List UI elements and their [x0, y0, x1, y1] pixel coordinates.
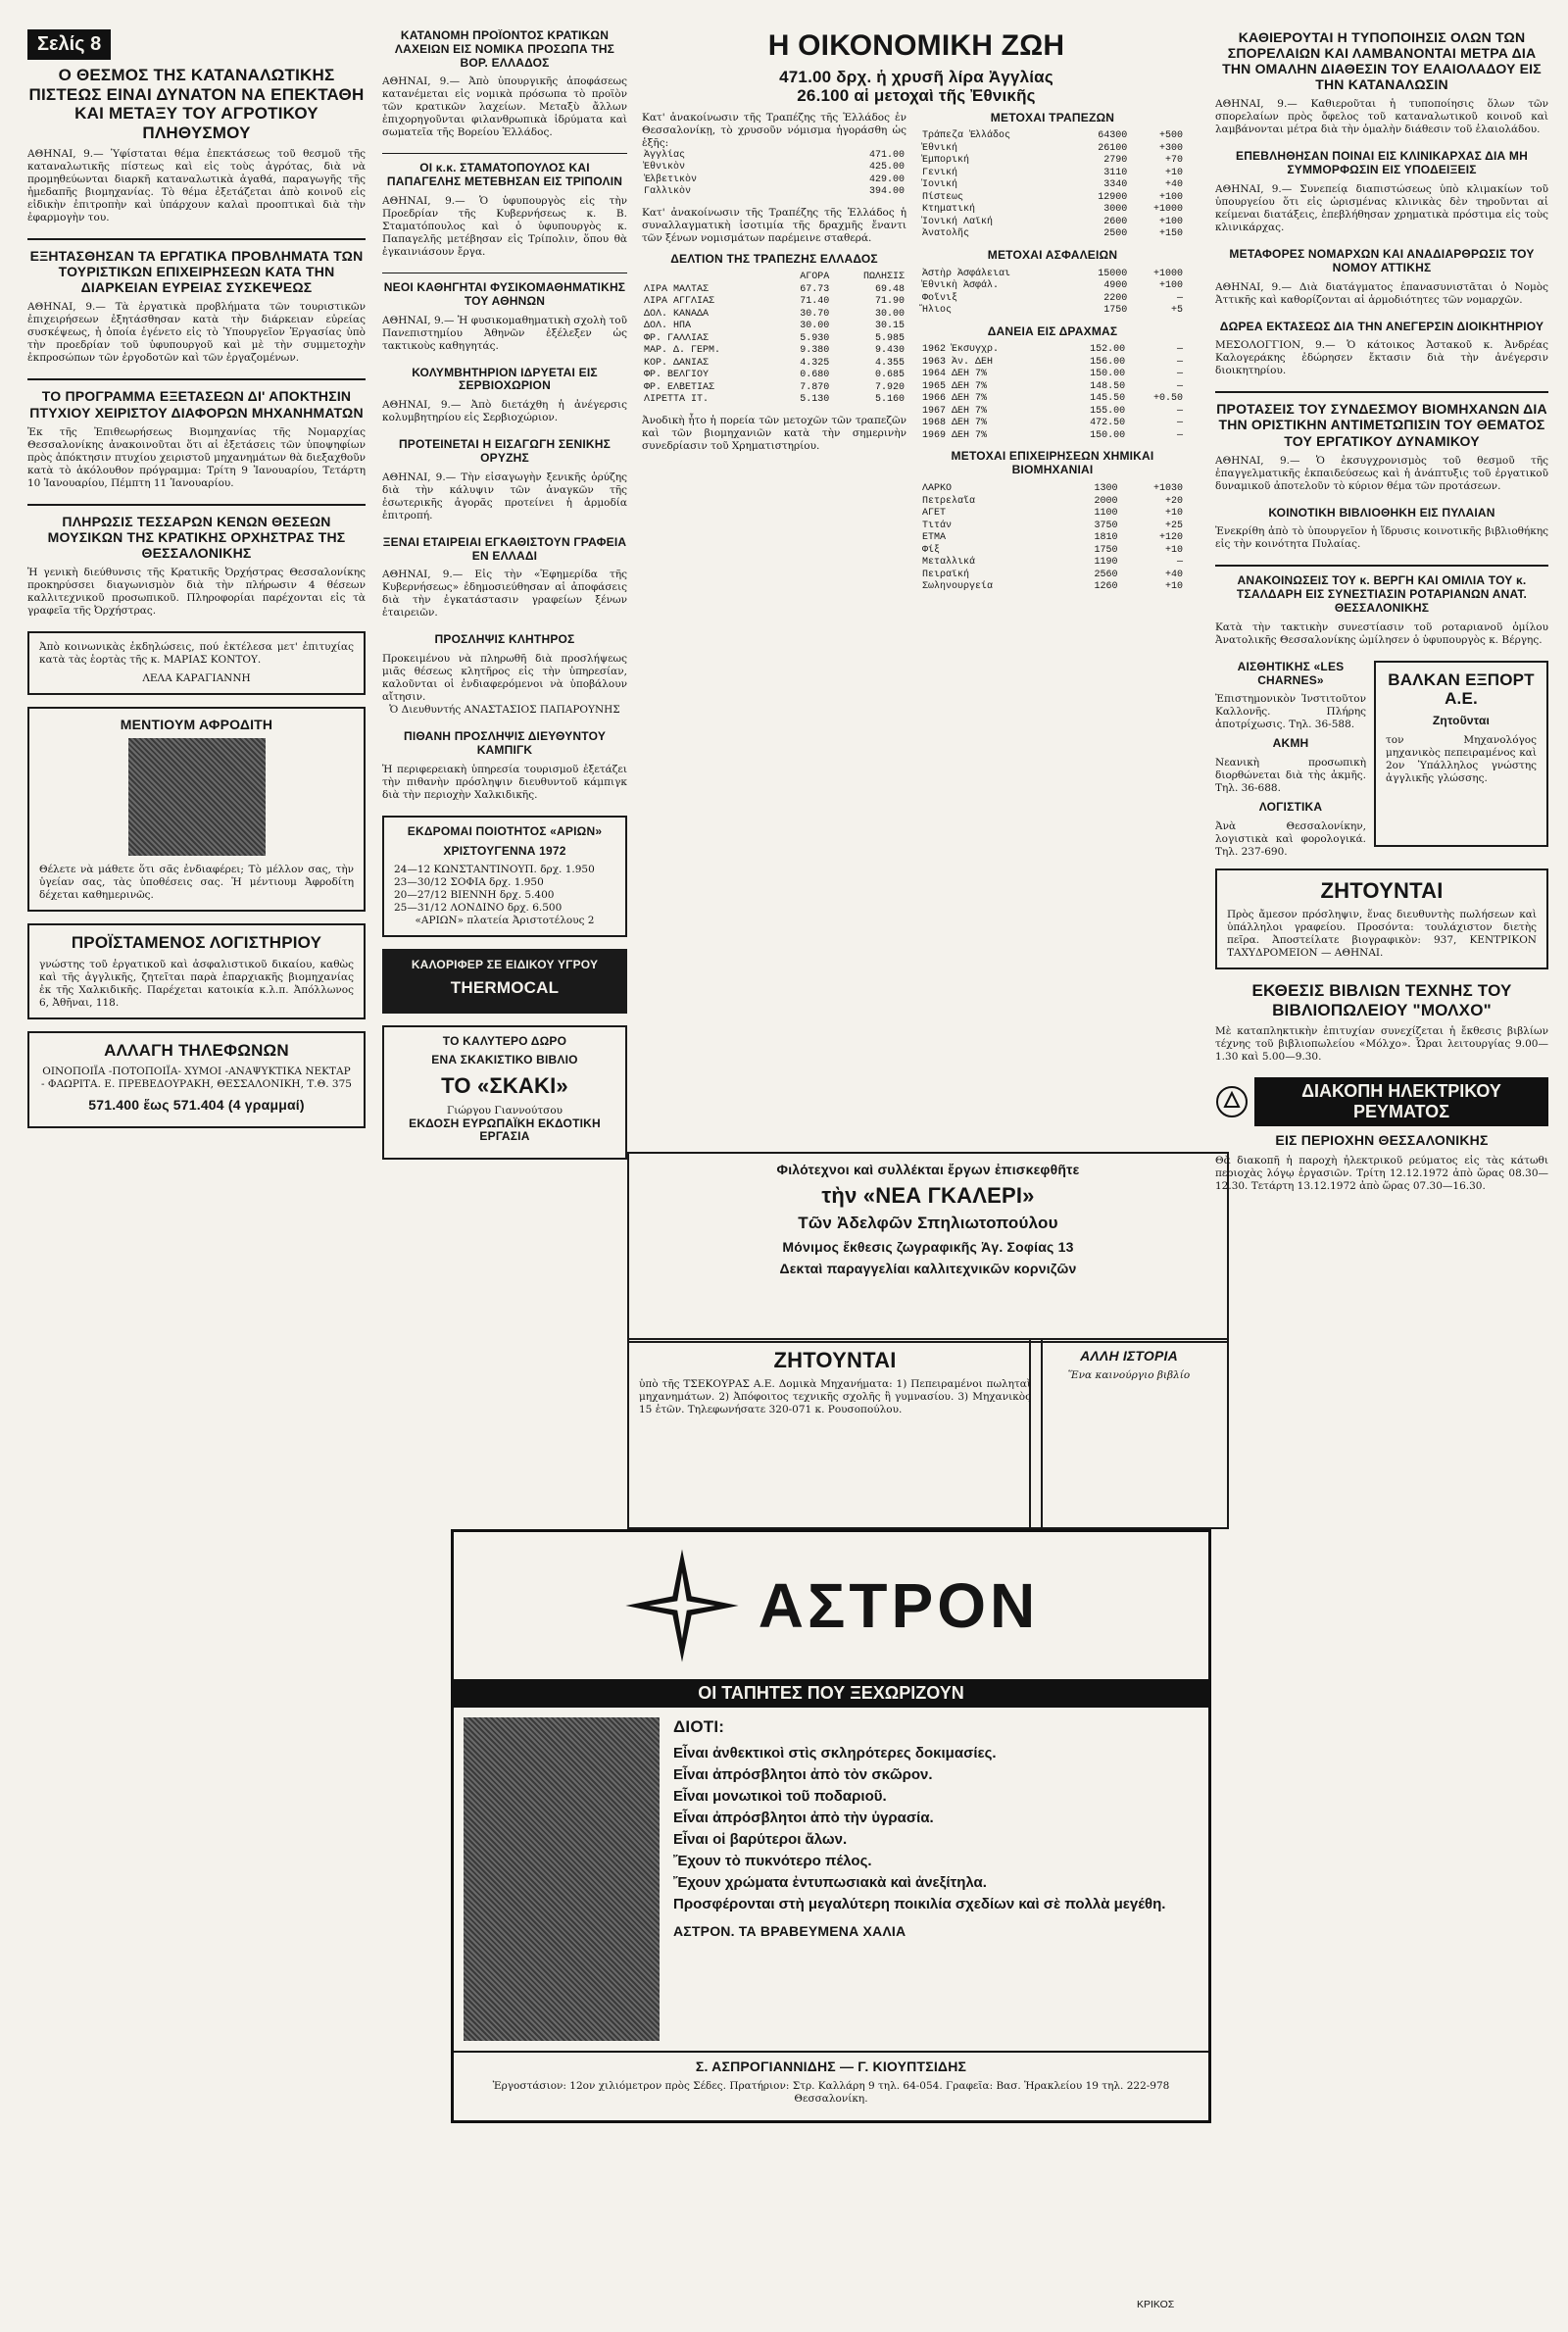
list-item: Εἶναι μονωτικοὶ τοῦ ποδαριοῦ. — [673, 1787, 887, 1805]
ad-astron-address: Ἐργοστάσιον: 12ον χιλιόμετρον πρὸς Σέδες. Πρατήριον: Στρ. Καλλάρη 9 τηλ. 64-054. Γραφεῖα: Βασ. Ἡρακλείου 19 τηλ. 222-978 Θεσσαλονίκη. — [492, 2080, 1170, 2106]
ad-astron-company: Σ. ΑΣΠΡΟΓΙΑΝΝΙΔΗΣ — Γ. ΚΙΟΥΠΤΣΙΔΗΣ — [695, 2059, 967, 2074]
ad-gallery-name: τὴν «ΝΕΑ ΓΚΑΛΕΡΙ» — [821, 1183, 1035, 1209]
table-row: ΛΙΡΕΤΤΑ ΙΤ. 5.130 5.160 — [644, 394, 905, 406]
finance-intro: Κατ' ἀνακοίνωσιν τῆς Τραπέζης τῆς Ἑλλάδος ἐν Θεσσαλονίκῃ, τὸ χρυσοῦν νόμισμα ἠγοράσθη ὡς ἑξῆς: — [642, 111, 906, 149]
headline-tourism-labor: ΕΞΗΤΑΣΘΗΣΑΝ ΤΑ ΕΡΓΑΤΙΚΑ ΠΡΟΒΛΗΜΑΤΑ ΤΩΝ ΤΟΥΡΙΣΤΙΚΩΝ ΕΠΙΧΕΙΡΗΣΕΩΝ ΚΑΤΑ ΤΗΝ ΔΙΑΡΚΕΙΑΝ ΕΥΡΕΙΑΣ ΣΥΣΚΕΨΕΩΣ — [29, 248, 364, 296]
credit-text: ΚΡΙΚΟΣ — [1137, 2299, 1175, 2310]
article-tourism-labor: ΑΘΗΝΑΙ, 9.— Τὰ ἐργατικὰ προβλήματα τῶν τουριστικῶν ἐπιχειρήσεων ἐξητάσθησαν κατὰ τὴν διάρκειαν εὐρείας συσκέψεως, ἡ ὁποία ἐγένετο εἰς τὸ Ὑπουργεῖον Ἐργασίας ὑπὸ τὴν προεδρίαν τοῦ ὑφυπουργοῦ καὶ μὲ τὴν συμμετοχὴν ἐκπροσώπων τῶν ἐργοδοτῶν καὶ τῶν ἐργαζομένων. — [27, 301, 366, 365]
fx-table — [642, 272, 906, 407]
table-row: Γενική 3110 +10 — [922, 167, 1183, 178]
article-foreign-firms: ΑΘΗΝΑΙ, 9.— Εἰς τὴν «Ἐφημερίδα τῆς Κυβερνήσεως» ἐδημοσιεύθησαν αἱ ἀποφάσεις διὰ τὴν ἐγκατάστασιν γραφείων ξένων ἐταιρειῶν. — [382, 569, 627, 620]
ad-accountant-body: γνώστης τοῦ ἐργατικοῦ καὶ ἀσφαλιστικοῦ δικαίου, καθὼς καὶ τῆς ἀγγλικῆς, ζητεῖται παρὰ ἐπαρχιακῆς βιομηχανίας ἐκ τῆς Χαλκιδικῆς. Παρέχεται κατοικία κ.λ.π. Ἀπόλλωνος 6, Ἀθῆναι, 118. — [39, 958, 354, 1009]
headline-book-exhibition: ΕΚΘΕΣΙΣ ΒΙΒΛΙΩΝ ΤΕΧΝΗΣ ΤΟΥ ΒΙΒΛΙΟΠΩΛΕΙΟΥ "ΜΟΛΧΟ" — [1251, 981, 1512, 1019]
article-consumer-credit: ΑΘΗΝΑΙ, 9.— Ὑφίσταται θέμα ἐπεκτάσεως τοῦ θεσμοῦ τῆς καταναλωτικῆς πίστεως καὶ εἰς τοὺς ἀγρότας, διὰ νὰ προμηθεύωνται διαρκῆ καταναλωτικὰ ἀγαθά, παραγωγῆς τῆς ἡμεδαπῆς βιομηχανίας. Τὸ θέμα ἐξετάζεται ἀπὸ κοινοῦ εἰς εἰδικὴν ἐπιτροπὴν καὶ ὑπάρχουν καλαὶ προοπτικαὶ διὰ τὴν ἐφαρμογὴν του. — [27, 148, 366, 224]
table-row: ΕΤΜΑ 1810 +120 — [922, 532, 1183, 544]
ad-astron-tagline: ΟΙ ΤΑΠΗΤΕΣ ΠΟΥ ΞΕΧΩΡΙΖΟΥΝ — [454, 1679, 1208, 1708]
article-fines: ΑΘΗΝΑΙ, 9.— Συνεπείᾳ διαπιστώσεως ὑπὸ κλιμακίων τοῦ ὑπουργείου ὅτι εἰς ὡρισμένας κλινικὰς δὲν τηροῦνται αἱ κείμεναι διατάξεις, ἐπεβλήθησαν χρηματικὰ πρόστιμα εἰς τοὺς κλινικάρχας. — [1215, 182, 1548, 233]
table-row: 1964 ΔΕΗ 7% 150.00 — — [922, 369, 1183, 380]
table-row: 1967 ΔΕΗ 7% 155.00 — — [922, 405, 1183, 417]
ad-medium — [27, 707, 366, 912]
ad-accountant-title: ΠΡΟΪΣΤΑΜΕΝΟΣ ΛΟΓΙΣΤΗΡΙΟΥ — [71, 933, 322, 953]
power-cut-bar: ΔΙΑΚΟΠΗ ΗΛΕΚΤΡΙΚΟΥ ΡΕΥΜΑΤΟΣ — [1254, 1077, 1548, 1126]
headline-accounting: ΛΟΓΙΣΤΙΚΑ — [1258, 800, 1323, 815]
ad-travel-line: 24—12 ΚΩΝΣΤΑΝΤΙΝΟΥΠ. δρχ. 1.950 — [394, 864, 595, 876]
list-item: Προσφέρονται στὴ μεγαλύτερη ποικιλία σχεδίων καὶ σὲ πολλὰ μεγέθη. — [673, 1895, 1166, 1912]
star-icon — [623, 1547, 741, 1664]
table-row: Κτηματική 3000 +1000 — [922, 204, 1183, 216]
ad-astron — [451, 1529, 1211, 2123]
ad-wanted-right — [1215, 868, 1548, 969]
article-orchestra: Ἡ γενικὴ διεύθυνσις τῆς Κρατικῆς Ὀρχήστρας Θεσσαλονίκης προκηρύσσει διαγωνισμὸν διὰ τὴν πλήρωσιν 4 θέσεων καλλιτεχνικοῦ προσωπικοῦ. Πληροφορίαι παρέχονται εἰς τὰ γραφεῖα τῆς Ὀρχήστρας. — [27, 566, 366, 617]
article-donation: ΜΕΣΟΛΟΓΓΙΟΝ, 9.— Ὁ κάτοικος Ἀστακοῦ κ. Ἀνδρέας Καλογεράκης ἐδώρησεν ἔκτασιν διὰ τὴν ἀνέγερσιν διοικητηρίου. — [1215, 339, 1548, 377]
table-row: Ἀνατολῆς 2500 +150 — [922, 228, 1183, 240]
ad-astron-bullets — [673, 1743, 1199, 1915]
article-prefects: ΑΘΗΝΑΙ, 9.— Διὰ διατάγματος ἐπανασυνιστᾶται ὁ Νομὸς Ἀττικῆς καὶ καθορίζονται αἱ ἁρμοδιότητες τῶν νομαρχῶν. — [1215, 280, 1548, 306]
ad-chess-footer: ΕΚΔΟΣΗ ΕΥΡΩΠΑΪΚΗ ΕΚΔΟΤΙΚΗ ΕΡΓΑΣΙΑ — [409, 1116, 601, 1144]
headline-tripoli: ΟΙ κ.κ. ΣΤΑΜΑΤΟΠΟΥΛΟΣ ΚΑΙ ΠΑΠΑΓΕΛΗΣ ΜΕΤΕΒΗΣΑΝ ΕΙΣ ΤΡΙΠΟΛΙΝ — [386, 161, 623, 189]
industry-table-title: ΜΕΤΟΧΑΙ ΕΠΙΧΕΙΡΗΣΕΩΝ ΧΗΜΙΚΑΙ ΒΙΟΜΗΧΑΝΙΑΙ — [951, 449, 1154, 477]
finance-gold: 471.00 δρχ. ἡ χρυσῆ λίρα Ἀγγλίας — [779, 67, 1054, 86]
ad-balkan-sub: Ζητοῦνται — [1432, 713, 1491, 727]
table-row: Σωληνουργεία 1260 +10 — [922, 581, 1183, 593]
notice-thanks — [27, 631, 366, 695]
table-row: Πειραϊκή 2560 +40 — [922, 569, 1183, 580]
table-row: ΦΡ. ΕΛΒΕΤΙΑΣ 7.870 7.920 — [644, 381, 905, 393]
table-row: Ἐθνική 26100 +300 — [922, 142, 1183, 154]
finance-body-2: Ἀνοδικὴ ἦτο ἡ πορεία τῶν μετοχῶν τῶν τραπεζῶν καὶ τῶν βιομηχανιῶν κατὰ τὴν σημερινὴν συνεδρίασιν τοῦ Χρηματιστηρίου. — [642, 414, 906, 452]
ad-wanted-right-title: ΖΗΤΟΥΝΤΑΙ — [1320, 878, 1444, 904]
loans-table — [920, 344, 1185, 442]
ad-travel-line: 20—27/12 ΒΙΕΝΝΗ δρχ. 5.400 — [394, 889, 555, 902]
finance-body-1: Κατ' ἀνακοίνωσιν τῆς Τραπέζης τῆς Ἑλλάδος ἡ συναλλαγματικὴ ἰσοτιμία τῆς δραχμῆς ἔναντι τῶν ξένων νομισμάτων παρέμεινε σταθερά. — [642, 206, 906, 244]
article-accounting: Ἀνὰ Θεσσαλονίκην, λογιστικὰ καὶ φορολογικά. Τηλ. 237-690. — [1215, 820, 1366, 859]
table-row: ΜΑΡ. Δ. ΓΕΡΜ. 9.380 9.430 — [644, 345, 905, 357]
headline-rice: ΠΡΟΤΕΙΝΕΤΑΙ Η ΕΙΣΑΓΩΓΗ ΣΕΝΙΚΗΣ ΟΡΥΖΗΣ — [398, 437, 612, 465]
ad-travel-title: ΕΚΔΡΟΜΑΙ ΠΟΙΟΤΗΤΟΣ «ΑΡΙΩΝ» — [407, 823, 603, 838]
headline-industrialists: ΠΡΟΤΑΣΕΙΣ ΤΟΥ ΣΥΝΔΕΣΜΟΥ ΒΙΟΜΗΧΑΝΩΝ ΔΙΑ ΤΗΝ ΟΡΙΣΤΙΚΗΝ ΑΝΤΙΜΕΤΩΠΙΣΙΝ ΤΟΥ ΘΕΜΑΤΟΣ ΤΟΥ ΕΡΓΑΤΙΚΟΥ ΔΥΝΑΜΙΚΟΥ — [1216, 401, 1547, 449]
article-professors: ΑΘΗΝΑΙ, 9.— Ἡ φυσικομαθηματικὴ σχολὴ τοῦ Πανεπιστημίου Ἀθηνῶν ἐξέλεξεν ὡς τακτικοὺς καθηγητάς. — [382, 314, 627, 352]
industry-table — [920, 483, 1185, 594]
headline-donation: ΔΩΡΕΑ ΕΚΤΑΣΕΩΣ ΔΙΑ ΤΗΝ ΑΝΕΓΕΡΣΙΝ ΔΙΟΙΚΗΤΗΡΙΟΥ — [1219, 319, 1544, 333]
headline-clerk: ΠΡΟΣΛΗΨΙΣ ΚΛΗΤΗΡΟΣ — [434, 632, 575, 647]
ad-chess-author: Γιώργου Γιαννούτσου — [446, 1104, 564, 1116]
table-row: 1969 ΔΕΗ 7% 150.00 — — [922, 429, 1183, 441]
table-row: Φοῖνιξ 2200 — — [922, 292, 1183, 304]
table-row: Μεταλλικά 1190 — — [922, 557, 1183, 569]
ad-accountant — [27, 923, 366, 1019]
article-rotary: Κατὰ τὴν τακτικὴν συνεστίασιν τοῦ ροταριανοῦ ὁμίλου Ἀνατολικῆς Θεσσαλονίκης ὡμίλησεν ὁ ὑφυπουργὸς κ. Βέργης. — [1215, 620, 1548, 646]
list-item: Εἶναι ἀπρόσβλητοι ἀπὸ τὴν ὑγρασία. — [673, 1809, 934, 1826]
article-clerk-signature: Ὁ Διευθυντής ΑΝΑΣΤΑΣΙΟΣ ΠΑΠΑΡΟΥΝΗΣ — [389, 704, 620, 717]
medium-photo — [128, 738, 266, 856]
column-2 — [382, 29, 627, 1171]
table-row: Ἰονική Λαϊκή 2600 +100 — [922, 216, 1183, 227]
ad-balkan — [1374, 661, 1548, 847]
table-row: Πίστεως 12900 +100 — [922, 191, 1183, 203]
headline-aesthetics: ΑΙΣΘΗΤΙΚΗΣ «LES CHARNES» — [1237, 659, 1345, 687]
table-row: ΛΙΡΑ ΜΑΛΤΑΣ 67.73 69.48 — [644, 283, 905, 295]
table-row: Ἑλβετικὸν 429.00 — [644, 174, 905, 185]
ad-wanted-right-body: Πρὸς ἄμεσον πρόσληψιν, ἕνας διευθυντὴς πωλήσεων καὶ ὑπάλληλοι γραφείου. Προσόντα: τουλάχιστον διετὴς πεῖρα. Ἀποστείλατε βιογραφικὸν: 937, ΚΕΝΤΡΙΚΟΝ ΤΑΧΥΔΡΟΜΕΙΟΝ — ΑΘΗΝΑΙ. — [1227, 909, 1537, 960]
ad-travel-line: 23—30/12 ΣΟΦΙΑ δρχ. 1.950 — [394, 876, 544, 889]
ad-gallery — [627, 1152, 1229, 1343]
table-row: Γαλλικὸν 394.00 — [644, 186, 905, 198]
section-tag: Σελίς 8 — [27, 29, 111, 60]
table-row: Τιτάν 3750 +25 — [922, 520, 1183, 531]
headline-rotary: ΑΝΑΚΟΙΝΩΣΕΙΣ ΤΟΥ κ. ΒΕΡΓΗ ΚΑΙ ΟΜΙΛΙΑ ΤΟΥ κ. ΤΣΑΛΔΑΡΗ ΕΙΣ ΣΥΝΕΣΤΙΑΣΙΝ ΡΟΤΑΡΙΑΝΩΝ ΑΝΑΤ. ΘΕΣΣΑΛΟΝΙΚΗΣ — [1236, 573, 1528, 616]
table-row: 1965 ΔΕΗ 7% 148.50 — — [922, 380, 1183, 392]
ad-travel — [382, 816, 627, 938]
article-rice: ΑΘΗΝΑΙ, 9.— Τὴν εἰσαγωγὴν ξενικῆς ὀρύζης διὰ τὴν κάλυψιν τῶν ἀναγκῶν τῆς ἐσωτερικῆς ἀγορᾶς προτείνει ἡ ἁρμοδία ἐπιτροπή. — [382, 471, 627, 521]
article-power-area: Θὰ διακοπῆ ἡ παροχὴ ἠλεκτρικοῦ ρεύματος εἰς τὰς κάτωθι περιοχὰς λόγῳ ἐργασιῶν. Τρίτη 12.12.1972 ἀπὸ ὥρας 08.30—12.30. Τετάρτη 13.12.1972 ἀπὸ ὥρας 07.30—16.30. — [1215, 1154, 1548, 1192]
article-library: Ἐνεκρίθη ἀπὸ τὸ ὑπουργεῖον ἡ ἵδρυσις κοινοτικῆς βιβλιοθήκης εἰς τὴν κοινότητα Πυλαίας. — [1215, 525, 1548, 551]
ad-gallery-line2: Τῶν Ἀδελφῶν Σπηλιωτοπούλου — [798, 1214, 1058, 1233]
ad-travel-line: 25—31/12 ΛΟΝΔΙΝΟ δρχ. 6.500 — [394, 902, 563, 915]
article-camping: Ἡ περιφερειακὴ ὑπηρεσία τουρισμοῦ ἐξετάζει τὴν πιθανὴν πρόσληψιν διευθυντοῦ κάμπιγκ διὰ τὴν περιοχὴν Χαλκιδικῆς. — [382, 763, 627, 801]
ad-chess-sub: ΕΝΑ ΣΚΑΚΙΣΤΙΚΟ ΒΙΒΛΙΟ — [431, 1053, 578, 1067]
ad-book-story-title: ΑΛΛΗ ΙΣΤΟΡΙΑ — [1080, 1348, 1178, 1364]
table-row: 1962 Ἐκσυγχρ. 152.00 — — [922, 344, 1183, 356]
ad-book-story-sub: Ἕνα καινούργιο βιβλίο — [1067, 1369, 1191, 1382]
headline-fines: ΕΠΕΒΛΗΘΗΣΑΝ ΠΟΙΝΑΙ ΕΙΣ ΚΛΙΝΙΚΑΡΧΑΣ ΔΙΑ ΜΗ ΣΥΜΜΟΡΦΩΣΙΝ ΕΙΣ ΥΠΟΔΕΙΞΕΙΣ — [1235, 149, 1528, 177]
column-1 — [27, 29, 366, 1140]
table-row: ΑΓΕΤ 1100 +10 — [922, 508, 1183, 520]
table-row: Ἀγγλίας 471.00 — [644, 149, 905, 161]
ad-wanted-center-body: ὑπὸ τῆς ΤΣΕΚΟΥΡΑΣ Α.Ε. Δομικὰ Μηχανήματα: 1) Πεπειραμένοι πωληταὶ μηχανημάτων. 2) Ἀπόφοιτος τεχνικῆς σχολῆς ἢ γυμνασίου. 3) Μηχανικὸς 15 ἐτῶν. Τηλεφωνήσατε 320-071 κ. Ρουσοπούλου. — [639, 1378, 1031, 1416]
table-row: Πετρελαῖα 2000 +20 — [922, 495, 1183, 507]
headline-exam-program: ΤΟ ΠΡΟΓΡΑΜΜΑ ΕΞΕΤΑΣΕΩΝ ΔΙ' ΑΠΟΚΤΗΣΙΝ ΠΤΥΧΙΟΥ ΧΕΙΡΙΣΤΟΥ ΔΙΑΦΟΡΩΝ ΜΗΧΑΝΗΜΑΤΩΝ — [29, 388, 364, 421]
headline-camping: ΠΙΘΑΝΗ ΠΡΟΣΛΗΨΙΣ ΔΙΕΥΘΥΝΤΟΥ ΚΑΜΠΙΓΚ — [403, 729, 607, 757]
headline-prefects: ΜΕΤΑΦΟΡΕΣ ΝΟΜΑΡΧΩΝ ΚΑΙ ΑΝΑΔΙΑΡΘΡΩΣΙΣ ΤΟΥ ΝΟΜΟΥ ΑΤΤΙΚΗΣ — [1229, 246, 1535, 274]
table-row: ΦΡ. ΒΕΛΓΙΟΥ 0.680 0.685 — [644, 370, 905, 381]
ad-heater-brand: THERMOCAL — [450, 978, 560, 998]
table-row: ΛΑΡΚΟ 1300 +1030 — [922, 483, 1183, 495]
table-row: Ἐθνικὸν 425.00 — [644, 162, 905, 174]
ad-heater-text: ΚΑΛΟΡΙΦΕΡ ΣΕ ΕΙΔΙΚΟΥ ΥΓΡΟΥ — [411, 958, 599, 972]
headline-orchestra: ΠΛΗΡΩΣΙΣ ΤΕΣΣΑΡΩΝ ΚΕΝΩΝ ΘΕΣΕΩΝ ΜΟΥΣΙΚΩΝ ΤΗΣ ΚΡΑΤΙΚΗΣ ΟΡΧΗΣΤΡΑΣ ΤΗΣ ΘΕΣΣΑΛΟΝΙΚΗΣ — [47, 513, 346, 561]
headline-lottery: ΚΑΤΑΝΟΜΗ ΠΡΟΪΟΝΤΟΣ ΚΡΑΤΙΚΩΝ ΛΑΧΕΙΩΝ ΕΙΣ ΝΟΜΙΚΑ ΠΡΟΣΩΠΑ ΤΗΣ ΒΟΡ. ΕΛΛΑΔΟΣ — [394, 29, 615, 70]
list-item: Εἶναι ἀπρόσβλητοι ἀπὸ τὸν σκῶρον. — [673, 1765, 933, 1783]
table-row: Ἐμπορική 2790 +70 — [922, 155, 1183, 167]
ad-gallery-line3: Μόνιμος ἔκθεσις ζωγραφικῆς Ἁγ. Σοφίας 13 — [782, 1238, 1074, 1255]
dei-logo-icon — [1215, 1085, 1249, 1118]
table-row: ΛΙΡΑ ΑΓΓΛΙΑΣ 71.40 71.90 — [644, 296, 905, 308]
ad-phone-change — [27, 1031, 366, 1129]
column-5 — [1215, 29, 1548, 1207]
table-row: 1963 Ἀν. ΔΕΗ 156.00 — — [922, 356, 1183, 368]
table-row: Ἰονική 3340 +40 — [922, 179, 1183, 191]
column-finance — [642, 29, 1191, 1127]
ad-travel-contact: «ΑΡΙΩΝ» πλατεία Ἀριστοτέλους 2 — [415, 915, 595, 927]
headline-professors: ΝΕΟΙ ΚΑΘΗΓΗΤΑΙ ΦΥΣΙΚΟΜΑΘΗΜΑΤΙΚΗΣ ΤΟΥ ΑΘΗΝΩΝ — [383, 279, 626, 308]
ad-gallery-line4: Δεκταὶ παραγγελίαι καλλιτεχνικῶν κορνιζῶν — [779, 1261, 1077, 1277]
headline-seed-oils: ΚΑΘΙΕΡΟΥΤΑΙ Η ΤΥΠΟΠΟΙΗΣΙΣ ΟΛΩΝ ΤΩΝ ΣΠΟΡΕΛΑΙΩΝ ΚΑΙ ΛΑΜΒΑΝΟΝΤΑΙ ΜΕΤΡΑ ΔΙΑ ΤΗΝ ΟΜΑΛΗΝ ΔΙΑΘΕΣΙΝ ΤΟΥ ΕΛΑΙΟΛΑΔΟΥ ΕΙΣ ΤΗΝ ΚΑΤΑΝΑΛΩΣΙΝ — [1222, 29, 1542, 93]
finance-shares: 26.100 αἱ μετοχαὶ τῆς Ἐθνικῆς — [797, 86, 1036, 106]
ins-table-title: ΜΕΤΟΧΑΙ ΑΣΦΑΛΕΙΩΝ — [987, 247, 1118, 262]
article-aesthetics: Ἐπιστημονικὸν Ἰνστιτοῦτον Καλλονῆς. Πλήρης ἀποτρίχωσις. Τηλ. 36-588. — [1215, 693, 1366, 731]
banks-table-title: ΜΕΤΟΧΑΙ ΤΡΑΠΕΖΩΝ — [990, 110, 1115, 124]
ad-medium-title: ΜΕΝΤΙΟΥΜ ΑΦΡΟΔΙΤΗ — [120, 716, 273, 732]
ad-gallery-line1: Φιλότεχνοι καὶ συλλέκται ἔργων ἐπισκεφθῆτε — [776, 1162, 1080, 1177]
table-row: 1968 ΔΕΗ 7% 472.50 — — [922, 418, 1183, 429]
loans-table-title: ΔΑΝΕΙΑ ΕΙΣ ΔΡΑΧΜΑΣ — [987, 323, 1118, 338]
banks-table — [920, 130, 1185, 241]
headline-pool: ΚΟΛΥΜΒΗΤΗΡΙΟΝ ΙΔΡΥΕΤΑΙ ΕΙΣ ΣΕΡΒΙΟΧΩΡΙΟΝ — [412, 365, 598, 393]
table-header: ΑΓΟΡΑ ΠΩΛΗΣΙΣ — [800, 272, 905, 283]
ad-astron-brand: ΑΣΤΡΟΝ — [758, 1570, 1040, 1641]
table-row: 1966 ΔΕΗ 7% 145.50 +0.50 — [922, 393, 1183, 405]
list-item: Ἔχουν χρώματα ἐντυπωσιακὰ καὶ ἀνεξίτηλα. — [673, 1873, 987, 1891]
headline-acne: ΑΚΜΗ — [1272, 736, 1309, 751]
ad-astron-footer: ΑΣΤΡΟΝ. ΤΑ ΒΡΑΒΕΥΜΕΝΑ ΧΑΛΙΑ — [673, 1922, 906, 1939]
article-pool: ΑΘΗΝΑΙ, 9.— Ἀπὸ διετάχθη ἡ ἀνέγερσις κολυμβητηρίου εἰς Σερβιοχώριον. — [382, 399, 627, 424]
table-row: Ἥλιος 1750 +5 — [922, 305, 1183, 317]
table-row: ΔΟΛ. ΚΑΝΑΔΑ 30.70 30.00 — [644, 308, 905, 320]
headline-consumer-credit: Ο ΘΕΣΜΟΣ ΤΗΣ ΚΑΤΑΝΑΛΩΤΙΚΗΣ ΠΙΣΤΕΩΣ ΕΙΝΑΙ ΔΥΝΑΤΟΝ ΝΑ ΕΠΕΚΤΑΘΗ ΚΑΙ ΜΕΤΑΞΥ ΤΟΥ ΑΓΡΟΤΙΚΟΥ ΠΛΗΘΥΣΜΟΥ — [28, 66, 365, 142]
headline-power-area: ΕΙΣ ΠΕΡΙΟΧΗΝ ΘΕΣΣΑΛΟΝΙΚΗΣ — [1275, 1132, 1489, 1149]
table-row: ΔΟΛ. ΗΠΑ 30.00 30.15 — [644, 321, 905, 332]
coins-table — [642, 150, 906, 199]
ad-chess-book — [382, 1025, 627, 1160]
article-acne: Νεανικὴ προσωπικὴ διορθώνεται διὰ τὴς ἀκμῆς. Τηλ. 36-688. — [1215, 757, 1366, 795]
ad-phone-body: ΟΙΝΟΠΟΙΪΑ -ΠΟΤΟΠΟΙΪΑ- ΧΥΜΟΙ -ΑΝΑΨΥΚΤΙΚΑ ΝΕΚΤΑΡ - ΦΑΩΡΙΤΑ. Ε. ΠΡΕΒΕΔΟΥΡΑΚΗ, ΘΕΣΣΑΛΟΝΙΚΗ, Τ.Θ. 375 — [41, 1066, 352, 1091]
ad-phone-title: ΑΛΛΑΓΗ ΤΗΛΕΦΩΝΩΝ — [104, 1040, 289, 1060]
headline-library: ΚΟΙΝΟΤΙΚΗ ΒΙΒΛΙΟΘΗΚΗ ΕΙΣ ΠΥΛΑΙΑΝ — [1268, 505, 1495, 520]
article-tripoli: ΑΘΗΝΑΙ, 9.— Ὁ ὑφυπουργὸς εἰς τὴν Προεδρίαν τῆς Κυβερνήσεως κ. Β. Σταματόπουλος καὶ ὁ ὑφυπουργὸς κ. Παπαγελῆς μετέβησαν εἰς Τρίπολιν, ὅπου θὰ ἐγκαινιάσουν ἔργα. — [382, 194, 627, 258]
article-industrialists: ΑΘΗΝΑΙ, 9.— Ὁ ἐκσυγχρονισμὸς τοῦ θεσμοῦ τῆς ἐπαγγελματικῆς ἐκπαιδεύσεως καὶ ἡ ἀνάπτυξις τοῦ ἐργατικοῦ δυναμικοῦ ἀποτελοῦν τὸ κύριον θέμα τῶν προτάσεων. — [1215, 454, 1548, 492]
ad-balkan-title: ΒΑΛΚΑΝ ΕΞΠΟΡΤ Α.Ε. — [1388, 670, 1535, 709]
article-clerk: Προκειμένου νὰ πληρωθῆ διὰ προσλήψεως μιᾶς θέσεως κλητῆρος εἰς τὴν ὑπηρεσίαν, καλοῦνται οἱ ἐνδιαφερόμενοι νὰ ὑποβάλουν αἴτησιν. — [382, 653, 627, 704]
table-row: ΦΡ. ΓΑΛΛΙΑΣ 5.930 5.985 — [644, 332, 905, 344]
table-row: ΚΟΡ. ΔΑΝΙΑΣ 4.325 4.355 — [644, 357, 905, 369]
article-exam-program: Ἐκ τῆς Ἐπιθεωρήσεως Βιομηχανίας τῆς Νομαρχίας Θεσσαλονίκης ἀνακοινοῦται ὅτι αἱ ἐξετάσεις τῶν ὑποψηφίων πρὸς ἀπόκτησιν πτυχίου χειριστοῦ μηχανημάτων θὰ διεξαχθοῦν κατὰ τὸ ἀκόλουθον πρόγραμμα: Τρίτη 9 Ἰανουαρίου, Τετάρτη 10 Ἰανουαρίου, Πέμπτη 11 Ἰανουαρίου. — [27, 425, 366, 489]
notice-thanks-text: Ἀπὸ κοινωνικὰς ἐκδηλώσεις, πού ἐκτέλεσα μετ' ἐπιτυχίας κατὰ τὰς ἑορτὰς τῆς κ. ΜΑΡΙΑΣ ΚΟΝΤΟΥ. — [39, 640, 354, 666]
ad-balkan-body: τον Μηχανολόγος μηχανικὸς πεπειραμένος καὶ 2ον Ὑπάλληλος γνώστης ἀγγλικῆς γλώσσης. — [1386, 733, 1537, 784]
table-row: Φίξ 1750 +10 — [922, 544, 1183, 556]
article-seed-oils: ΑΘΗΝΑΙ, 9.— Καθιεροῦται ἡ τυποποίησις ὅλων τῶν σπορελαίων πρὸς ὄφελος τοῦ καταναλωτικοῦ κοινοῦ καὶ λαμβάνονται μέτρα διὰ τὴν ὁμαλὴν διάθεσιν τοῦ ἐλαιολάδου. — [1215, 98, 1548, 136]
fx-table-title: ΔΕΛΤΙΟΝ ΤΗΣ ΤΡΑΠΕΖΗΣ ΕΛΛΑΔΟΣ — [670, 251, 878, 266]
ad-wanted-center — [627, 1338, 1043, 1529]
ad-chess-title: ΤΟ «ΣΚΑΚΙ» — [441, 1073, 568, 1099]
table-row: Ἐθνικὴ Ἀσφάλ. 4900 +100 — [922, 280, 1183, 292]
article-lottery: ΑΘΗΝΑΙ, 9.— Ἀπὸ ὑπουργικῆς ἀποφάσεως κατανέμεται εἰς νομικὰ πρόσωπα τὸ προϊὸν τῶν κρατικῶν λαχείων. Μεταξὺ ἄλλων ἐπιχορηγοῦνται φιλανθρωπικὰ ἱδρύματα καὶ σωματεῖα τῆς Βορείου Ἑλλάδος. — [382, 75, 627, 139]
headline-foreign-firms: ΞΕΝΑΙ ΕΤΑΙΡΕΙΑΙ ΕΓΚΑΘΙΣΤΟΥΝ ΓΡΑΦΕΙΑ ΕΝ ΕΛΛΑΔΙ — [382, 534, 627, 563]
article-book-exhibition: Μὲ καταπληκτικὴν ἐπιτυχίαν συνεχίζεται ἡ ἔκθεσις βιβλίων τέχνης τοῦ βιβλιοπωλείου «Μόλχο». Ὧραι λειτουργίας 9.00—1.30 καὶ 5.00—9.30. — [1215, 1025, 1548, 1064]
finance-title: Η ΟΙΚΟΝΟΜΙΚΗ ΖΩΗ — [767, 29, 1065, 62]
table-row: Τράπεζα Ἑλλάδος 64300 +500 — [922, 130, 1183, 142]
table-row: Ἀστὴρ Ἀσφάλειαι 15000 +1000 — [922, 268, 1183, 279]
ad-medium-body: Θέλετε νὰ μάθετε ὅτι σᾶς ἐνδιαφέρει; Τὸ μέλλον σας, τὴν ὑγείαν σας, τὰς ὑποθέσεις σας. Ἡ μέντιουμ Ἀφροδίτη δέχεται καθημερινῶς. — [39, 864, 354, 902]
ad-chess-kicker: ΤΟ ΚΑΛΥΤΕΡΟ ΔΩΡΟ — [442, 1033, 567, 1048]
carpet-photo — [464, 1717, 660, 2041]
list-item: Εἶναι οἱ βαρύτεροι ἄλων. — [673, 1830, 848, 1848]
ad-phone-numbers: 571.400 ἕως 571.404 (4 γραμμαί) — [88, 1097, 305, 1114]
insurance-table — [920, 269, 1185, 318]
list-item: Ἔχουν τὸ πυκνότερο πέλος. — [673, 1852, 872, 1869]
ad-book-story — [1029, 1338, 1229, 1529]
ad-wanted-center-title: ΖΗΤΟΥΝΤΑΙ — [773, 1348, 897, 1372]
list-item: Εἶναι ἀνθεκτικοὶ στὶς σκληρότερες δοκιμασίες. — [673, 1744, 997, 1761]
ad-travel-sub: ΧΡΙΣΤΟΥΓΕΝΝΑ 1972 — [443, 843, 566, 858]
ad-astron-why: ΔΙΟΤΙ: — [673, 1717, 725, 1736]
ad-heater — [382, 949, 627, 1013]
notice-thanks-signature: ΛΕΛΑ ΚΑΡΑΓΙΑΝΝΗ — [142, 671, 251, 684]
